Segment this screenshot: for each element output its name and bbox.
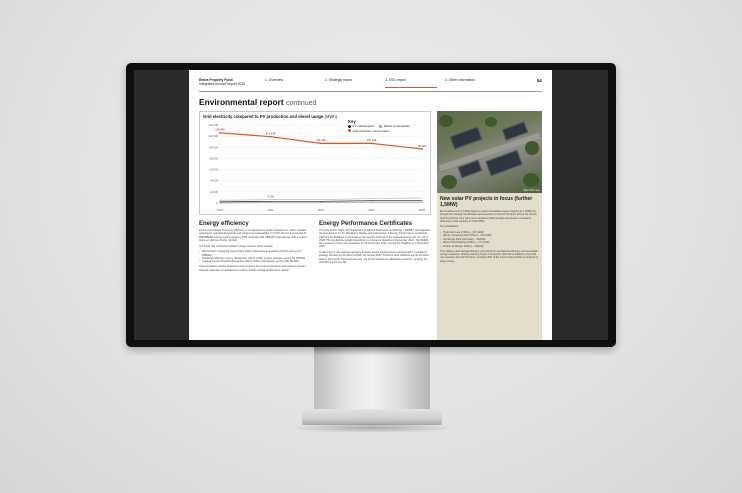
nav-overview[interactable]: 1. Overview (265, 78, 283, 82)
nav-strategic-report[interactable]: 2. Strategic report (325, 78, 352, 82)
data-point (422, 202, 423, 203)
data-label: 107 133 (366, 139, 377, 143)
legend-label: Diesel consumption (383, 124, 410, 128)
data-point (422, 200, 423, 201)
epc-heading: Energy Performance Certificates (319, 221, 413, 227)
stand-shadow (314, 347, 430, 355)
right-column (437, 111, 542, 340)
data-label: 119 478 (265, 132, 276, 136)
base-shadow (288, 423, 456, 433)
list-item: • Wonderboom Shopping Centre (May 2024): LED basement parking retrofit, saving 217 568kWh (199, 250, 311, 257)
paragraph: These initiatives reduce operating costs, improve the tenant experience and enhance Emira's strategic objective of maintaining a robust portfolio of high-performance assets. (199, 265, 306, 272)
aerial-photo (437, 111, 542, 193)
page-title (199, 97, 542, 107)
chart-container (199, 111, 431, 215)
x-tick-label: 2024 (368, 208, 375, 212)
data-point (421, 148, 423, 150)
energy-efficiency-heading: Energy efficiency (199, 221, 249, 227)
data-label: 107 125 (316, 139, 326, 143)
data-point (219, 132, 221, 134)
photo-tree (441, 175, 457, 189)
paragraph: The Fund has completed notable energy projects, which include: (199, 244, 274, 248)
photo-tree (485, 117, 497, 127)
monitor (126, 63, 616, 347)
data-point (371, 198, 372, 199)
list-item: • Athlus Park Buildings (Office) – 177,1kWp (440, 241, 539, 244)
paragraph: Key installations: (440, 225, 459, 229)
y-tick-label: 120 000 (208, 135, 218, 139)
photo-caption: Hyde Park Lane (522, 189, 540, 192)
data-label: 6 006 (267, 195, 274, 199)
y-tick-label: 40 000 (210, 179, 218, 183)
page-header (199, 78, 542, 92)
paragraph: Emira accumulated its energy efficiency in its approach to asset management, which includes reducing its operational footprint and enhancing sustainability. In FY25, the Fund exceeded its 588 888kWh energy saving target by 18%, achieving 541 450kWh total savings, with a project focus on LED and HVAC retrofits. (199, 229, 307, 242)
paragraph: In planning for the original regulatory timeline, Emira implemented a targeted EPC compliance strategy focused on its office portfolio. By August 2022, 54 EPCs were obtained across 26 office assets. During the 2024 financial year, the Fund certified two additional properties, growing the total EPCs issued to 56. (319, 251, 429, 265)
list-item: • Podium at Menlyn (Office) – 360kWp (440, 245, 539, 248)
y-tick-label: 80 000 (210, 157, 218, 161)
paragraph: Emira achieved its FY2025 target to expand renewable energy capacity by 1,5MWh by through the strategic identification and execution of solar PV projects across the directly held SA portfolio. Five sites were completed within budget and timeline constraints, delivering a total capacity of 1 526 MWp. (440, 210, 537, 223)
title-suffix: continued (286, 100, 317, 107)
x-tick-label: 2023 (317, 208, 325, 212)
data-point (422, 197, 423, 198)
list-item: • Randridge Mall Sex Cherry (September 2024): HVAC system upgrade, saving 84 768kWh (199, 257, 311, 260)
legend-title: Key (348, 119, 356, 124)
data-point (321, 201, 322, 202)
data-point (371, 202, 372, 203)
left-column (199, 111, 431, 272)
list-item: • Hyde Park Lane (Office) – 447,4kWp (440, 231, 539, 234)
data-label: 96 963 (418, 144, 426, 148)
photo-roof (450, 126, 483, 149)
paragraph: On 8 December 2020, the Department of Mineral Resources and Energy ("DMRE") promulgated the Regulations for the Mandatory Display and Submission of Energy Performance Certificates ("EPCs") for Buildings in accordance with section 19(1)(b) of the National Energy Act, No. 34 of 2008. The regulations initially prescribed a compliance deadline of December 2022. The DMRE then granted a three-year extension on 28 November 2022, moving the deadline to 7 December 2025. (319, 229, 430, 249)
report-page (189, 70, 552, 340)
legend-label: PV consumption (352, 124, 375, 128)
company-name (199, 78, 259, 86)
nav-esg-report[interactable]: 3. ESG report (385, 78, 445, 88)
nav-other-information[interactable]: 4. Other information (445, 78, 475, 82)
report-subtitle: Integrated Annual Report 2025 (199, 82, 246, 86)
data-point (270, 199, 271, 200)
data-point (220, 200, 221, 201)
data-label: 126 406 (215, 128, 225, 132)
data-point (371, 142, 373, 144)
x-tick-label: 2021 (216, 208, 224, 212)
company-label: Emira Property Fund (199, 78, 233, 82)
photo-tree (523, 173, 539, 187)
page-number: 54 (536, 78, 542, 83)
epc-section (319, 221, 431, 267)
y-tick-label: 20 000 (210, 190, 218, 194)
energy-efficiency-section (199, 221, 311, 274)
photo-tree (525, 141, 539, 155)
data-point (371, 200, 372, 201)
photo-tree (439, 115, 453, 127)
data-point (220, 203, 221, 204)
list-item: • Menlyn Corporate Park (Office) – 513,2kWp (440, 234, 539, 237)
list-item: • Cambridge Park (Industrial) – 312kWp (440, 238, 539, 241)
paragraph: This initiative demonstrated Emira's commitment to operational efficiency and renewable energy expansion, directly reducing Scope 2 emissions. With these additions, the Fund now operates 23 solar PV farms, ensuring 36% of the commercial portfolio is powered by clean energy. (440, 250, 539, 263)
list-item: • Quagga Centre Shopette (November 2024): HVAC optimisation, saving 138 740kWh (199, 260, 311, 263)
chart-title-text: Grid electricity compared to PV production and diesel usage (203, 114, 324, 119)
data-point (321, 199, 322, 200)
y-tick-label: 60 000 (210, 168, 218, 172)
data-point (220, 201, 221, 202)
line-chart (202, 119, 428, 213)
data-point (270, 202, 271, 203)
legend-label: Grid electricity consumption (352, 128, 390, 133)
section-nav (265, 78, 505, 88)
solar-heading: New solar PV projects in focus (further 1,5MW) (440, 196, 533, 208)
screen (134, 70, 608, 340)
x-tick-label: 2022 (267, 208, 274, 212)
monitor-stand-neck (314, 347, 430, 411)
y-tick-label: 100 000 (208, 146, 218, 150)
data-point (270, 136, 272, 138)
y-tick-label: 0 (216, 202, 218, 205)
data-point (270, 201, 271, 202)
x-tick-label: 2025 (418, 208, 426, 212)
title-main: Environmental report (199, 97, 284, 107)
solar-pv-panel (437, 193, 542, 340)
data-point (320, 142, 322, 144)
chart-unit: (MWh) (324, 114, 338, 119)
y-tick-label: 140 000 (208, 124, 218, 127)
data-point (321, 202, 322, 203)
